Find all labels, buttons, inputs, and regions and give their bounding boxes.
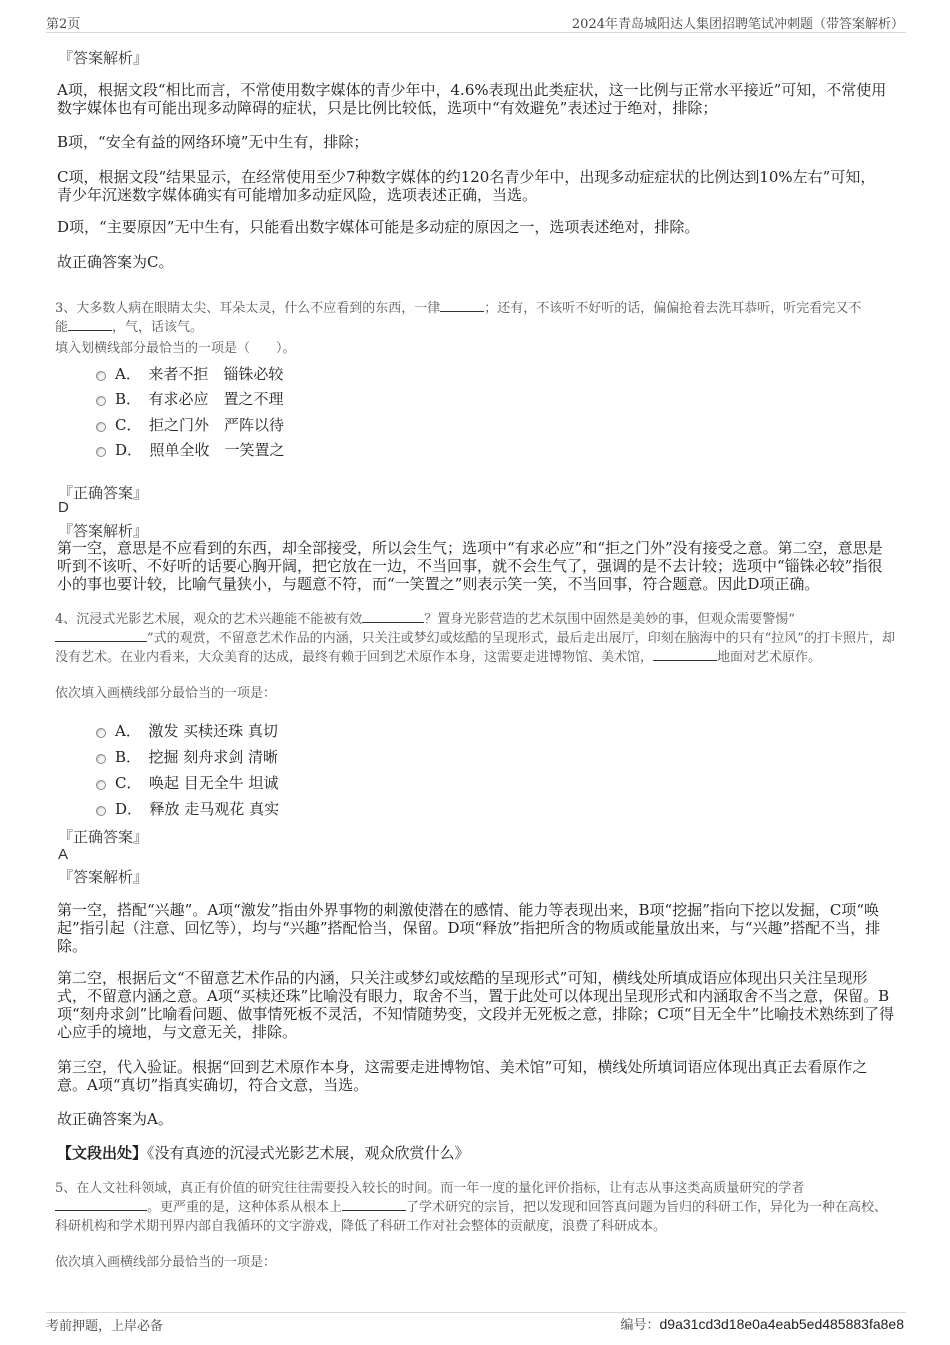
q4-option-b-radio[interactable] [96, 754, 106, 764]
q3-answer: D [58, 499, 69, 516]
q4-answer: A [58, 846, 69, 863]
question-3-prompt: 填入划横线部分最恰当的一项是（ ）。 [55, 341, 296, 356]
q3-option-a-radio[interactable] [96, 371, 106, 381]
q4-option-d-radio[interactable] [96, 806, 106, 816]
blank-2 [68, 330, 112, 331]
page-number: 第2页 [46, 17, 81, 32]
q3-option-d-radio[interactable] [96, 447, 106, 457]
q3-option-b[interactable]: B． 有求必应 置之不理 [115, 390, 284, 408]
q4-option-d[interactable]: D． 释放 走马观花 真实 [115, 800, 280, 818]
analysis-option-b: B项，“安全有益的网络环境”无中生有，排除； [57, 133, 369, 151]
q3-answer-heading: 『正确答案』 [58, 484, 149, 502]
q3-option-c-radio[interactable] [96, 422, 106, 432]
question-3-stem: 3、大多数人病在眼睛太尖、耳朵太灵，什么不应看到的东西，一律 ；还有，不该听不好听的话，偏偏抢着去洗耳恭听，听完看完又不 能 ，气，话该气。 [55, 301, 862, 335]
q3-option-a[interactable]: A． 来者不拒 锱铢必较 [115, 365, 284, 383]
q3-analysis: 第一空，意思是不应看到的东西，却全部接受，所以会生气；选项中“有求必应”和“拒之门外”没有接受之意。第二空，意思是听到不该听、不好听的话要心胸开阔，把它放在一边，不当回事，就不会生气了，强调的是不去计较；选项中“锱铢必较”指很小的事也要计较，比喻气量狭小，与题意不符，而“一笑置之”则表示笑一笑，不当回事，符合题意。因此D项正确。 [57, 539, 883, 593]
document-code: 编号：d9a31cd3d18e0a4eab5ed485883fa8e8 [620, 1316, 904, 1333]
q4-option-c-radio[interactable] [96, 780, 106, 790]
footer-divider [46, 1312, 906, 1313]
blank-1 [55, 1210, 147, 1211]
q4-analysis-heading: 『答案解析』 [58, 868, 149, 886]
question-5-prompt: 依次填入画横线部分最恰当的一项是： [55, 1255, 277, 1270]
q4-analysis-p3: 第三空，代入验证。根据“回到艺术原作本身，这需要走进博物馆、美术馆”可知，横线处所填词语应体现出真正去看原作之意。A项“真切”指真实确切，符合文意，当选。 [57, 1058, 868, 1094]
document-title: 2024年青岛城阳达人集团招聘笔试冲刺题（带答案解析） [571, 17, 904, 32]
q4-analysis-p1: 第一空，搭配“兴趣”。A项“激发”指由外界事物的刺激使潜在的感情、能力等表现出来，B项“挖掘”指向下挖以发掘，C项“唤起”指引起（注意、回忆等），均与“兴趣”搭配恰当，保留。D项“释放”指把所含的物质或能量放出来，与“兴趣”搭配不当，排除。 [57, 901, 881, 955]
q4-answer-heading: 『正确答案』 [58, 828, 149, 846]
q3-option-c[interactable]: C． 拒之门外 严阵以待 [115, 416, 284, 434]
q4-option-c[interactable]: C． 唤起 目无全牛 坦诚 [115, 774, 279, 792]
analysis-option-c: C项，根据文段“结果显示，在经常使用至少7种数字媒体的约120名青少年中，出现多动症症状的比例达到10%左右”可知，青少年沉迷数字媒体确实有可能增加多动症风险，选项表述正确，当选。 [57, 168, 876, 204]
blank-2 [342, 1210, 406, 1211]
blank-1 [362, 622, 424, 623]
footer-slogan: 考前押题，上岸必备 [46, 1319, 164, 1334]
question-5-stem: 5、在人文社科领域，真正有价值的研究往往需要投入较长的时间。而一年一度的量化评价指标，让有志从事这类高质量研究的学者 。更严重的是，这种体系从根本上 了学术研究的宗旨，把以发现和回答真问题为旨归的科研工作，异化为一种在高校、科研机构和学术期刊界内部自我循环的文字游戏，降低了科研工作对社会整体的贡献度，浪费了科研成本。 [55, 1181, 888, 1234]
analysis-option-a: A项，根据文段“相比而言，不常使用数字媒体的青少年中，4.6%表现出此类症状，这一比例与正常水平接近”可知，不常使用数字媒体也有可能出现多动障碍的症状，只是比例比较低，选项中“有效避免”表述过于绝对，排除； [57, 81, 887, 117]
q3-option-d[interactable]: D． 照单全收 一笑置之 [115, 441, 285, 459]
q4-option-a-radio[interactable] [96, 728, 106, 738]
q3-option-b-radio[interactable] [96, 396, 106, 406]
q4-analysis-p2: 第二空，根据后文“不留意艺术作品的内涵，只关注或梦幻或炫酷的呈现形式”可知，横线处所填成语应体现出只关注呈现形式，不留意内涵之意。A项“买椟还珠”比喻没有眼力，取舍不当，置于此处可以体现出呈现形式和内涵取舍不当之意，保留。B项“刻舟求剑”比喻看问题、做事情死板不灵活，不知情随势变，文段并无死板之意，排除；C项“目无全牛”比喻技术熟练到了得心应手的境地，与文意无关，排除。 [57, 969, 895, 1041]
q3-analysis-heading: 『答案解析』 [58, 522, 149, 540]
analysis-heading: 『答案解析』 [58, 49, 149, 67]
analysis-option-d: D项，“主要原因”无中生有，只能看出数字媒体可能是多动症的原因之一，选项表述绝对，排除。 [57, 218, 700, 236]
blank-1 [440, 311, 484, 312]
q4-source: 【文段出处】《没有真迹的沉浸式光影艺术展，观众欣赏什么》 [57, 1144, 470, 1162]
analysis-conclusion: 故正确答案为C。 [57, 253, 174, 271]
q4-option-a[interactable]: A． 激发 买椟还珠 真切 [115, 722, 278, 740]
header-divider [46, 32, 906, 33]
blank-2 [55, 641, 147, 642]
q4-option-b[interactable]: B． 挖掘 刻舟求剑 清晰 [115, 748, 279, 766]
question-4-prompt: 依次填入画横线部分最恰当的一项是： [55, 686, 277, 701]
question-4-stem: 4、沉浸式光影艺术展，观众的艺术兴趣能不能被有效 ？置身光影营造的艺术氛围中固然是美妙的事，但观众需要警惕“ ”式的观赏，不留意艺术作品的内涵，只关注或梦幻或炫酷的呈现形式，最后走出展厅，印刻在脑海中的只有“拉风”的打卡照片，却没有艺术。在业内看来，大众美育的达成，最终有赖于回到艺术原作本身，这需要走进博物馆、美术馆， 地面对艺术原作。 [55, 612, 895, 665]
blank-3 [653, 660, 717, 661]
q4-conclusion: 故正确答案为A。 [57, 1110, 173, 1128]
